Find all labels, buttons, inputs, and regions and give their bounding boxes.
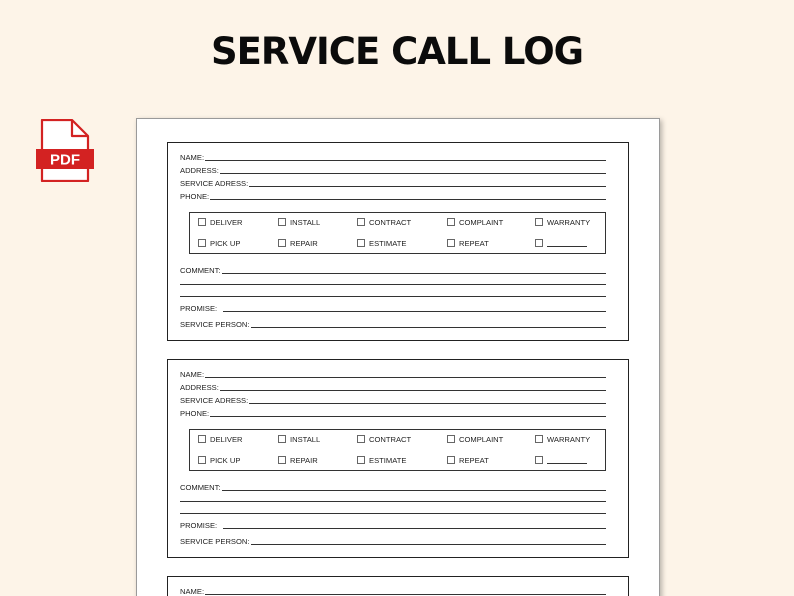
checkbox[interactable] [357, 456, 365, 464]
option-repair[interactable]: REPAIR [278, 238, 318, 248]
service-address-line[interactable] [249, 396, 606, 404]
address-label: ADDRESS: [180, 383, 219, 392]
address-line[interactable] [220, 166, 606, 174]
option-other[interactable] [535, 455, 587, 465]
service-call-entry [167, 576, 629, 596]
option-deliver[interactable]: DELIVER [198, 434, 243, 444]
phone-row[interactable] [180, 190, 606, 201]
comment-line[interactable] [222, 483, 607, 491]
page-title: SERVICE CALL LOG [210, 30, 584, 73]
promise-label: PROMISE: [180, 304, 218, 313]
checkbox[interactable] [198, 239, 206, 247]
checkbox[interactable] [198, 456, 206, 464]
service-address-label: SERVICE ADRESS: [180, 179, 249, 188]
name-line[interactable] [205, 370, 606, 378]
form-page [136, 118, 660, 596]
checkbox[interactable] [447, 456, 455, 464]
service-call-entry [167, 359, 629, 558]
service-address-row[interactable] [180, 177, 606, 188]
comment-label: COMMENT: [180, 483, 221, 492]
phone-line[interactable] [210, 409, 606, 417]
service-type-options [189, 429, 606, 471]
checkbox[interactable] [535, 218, 543, 226]
checkbox[interactable] [278, 239, 286, 247]
address-label: ADDRESS: [180, 166, 219, 175]
checkbox[interactable] [535, 456, 543, 464]
name-line[interactable] [205, 153, 606, 161]
service-person-label: SERVICE PERSON: [180, 537, 250, 546]
promise-line[interactable] [223, 304, 606, 312]
option-repeat[interactable]: REPEAT [447, 455, 489, 465]
service-person-label: SERVICE PERSON: [180, 320, 250, 329]
comment-row[interactable] [180, 264, 606, 275]
name-line[interactable] [205, 587, 606, 595]
address-line[interactable] [220, 383, 606, 391]
other-blank-line[interactable] [547, 240, 587, 247]
address-row[interactable] [180, 381, 606, 392]
checkbox[interactable] [278, 435, 286, 443]
comment-line-2[interactable] [180, 284, 606, 285]
option-complaint[interactable]: COMPLAINT [447, 434, 503, 444]
option-pick-up[interactable]: PICK UP [198, 238, 240, 248]
checkbox[interactable] [535, 239, 543, 247]
name-label: NAME: [180, 587, 205, 596]
option-estimate[interactable]: ESTIMATE [357, 455, 406, 465]
service-address-row[interactable] [180, 394, 606, 405]
promise-row[interactable] [180, 519, 606, 530]
comment-line-2[interactable] [180, 501, 606, 502]
promise-line[interactable] [223, 521, 606, 529]
promise-row[interactable] [180, 302, 606, 313]
service-person-row[interactable] [180, 318, 606, 329]
option-other[interactable] [535, 238, 587, 248]
option-install[interactable]: INSTALL [278, 434, 320, 444]
option-contract[interactable]: CONTRACT [357, 217, 411, 227]
checkbox[interactable] [447, 218, 455, 226]
checkbox[interactable] [357, 239, 365, 247]
comment-row[interactable] [180, 481, 606, 492]
service-person-line[interactable] [251, 320, 607, 328]
service-person-row[interactable] [180, 535, 606, 546]
other-blank-line[interactable] [547, 457, 587, 464]
checkbox[interactable] [535, 435, 543, 443]
option-complaint[interactable]: COMPLAINT [447, 217, 503, 227]
phone-row[interactable] [180, 407, 606, 418]
checkbox[interactable] [447, 435, 455, 443]
checkbox[interactable] [357, 435, 365, 443]
option-repeat[interactable]: REPEAT [447, 238, 489, 248]
checkbox[interactable] [357, 218, 365, 226]
service-person-line[interactable] [251, 537, 607, 545]
name-row[interactable] [180, 151, 606, 162]
option-repair[interactable]: REPAIR [278, 455, 318, 465]
name-label: NAME: [180, 153, 205, 162]
option-deliver[interactable]: DELIVER [198, 217, 243, 227]
checkbox[interactable] [198, 218, 206, 226]
checkbox[interactable] [198, 435, 206, 443]
service-type-options [189, 212, 606, 254]
service-call-entry [167, 142, 629, 341]
option-pick-up[interactable]: PICK UP [198, 455, 240, 465]
checkbox[interactable] [278, 218, 286, 226]
comment-line-3[interactable] [180, 296, 606, 297]
checkbox[interactable] [447, 239, 455, 247]
name-label: NAME: [180, 370, 205, 379]
comment-line[interactable] [222, 266, 607, 274]
name-row[interactable] [180, 585, 606, 596]
service-address-label: SERVICE ADRESS: [180, 396, 249, 405]
pdf-file-icon [36, 119, 96, 182]
service-address-line[interactable] [249, 179, 606, 187]
option-install[interactable]: INSTALL [278, 217, 320, 227]
option-warranty[interactable]: WARRANTY [535, 217, 590, 227]
phone-line[interactable] [210, 192, 606, 200]
checkbox[interactable] [278, 456, 286, 464]
option-estimate[interactable]: ESTIMATE [357, 238, 406, 248]
comment-line-3[interactable] [180, 513, 606, 514]
phone-label: PHONE: [180, 409, 210, 418]
option-contract[interactable]: CONTRACT [357, 434, 411, 444]
address-row[interactable] [180, 164, 606, 175]
phone-label: PHONE: [180, 192, 210, 201]
option-warranty[interactable]: WARRANTY [535, 434, 590, 444]
promise-label: PROMISE: [180, 521, 218, 530]
pdf-badge-label: PDF [50, 151, 80, 169]
comment-label: COMMENT: [180, 266, 221, 275]
name-row[interactable] [180, 368, 606, 379]
